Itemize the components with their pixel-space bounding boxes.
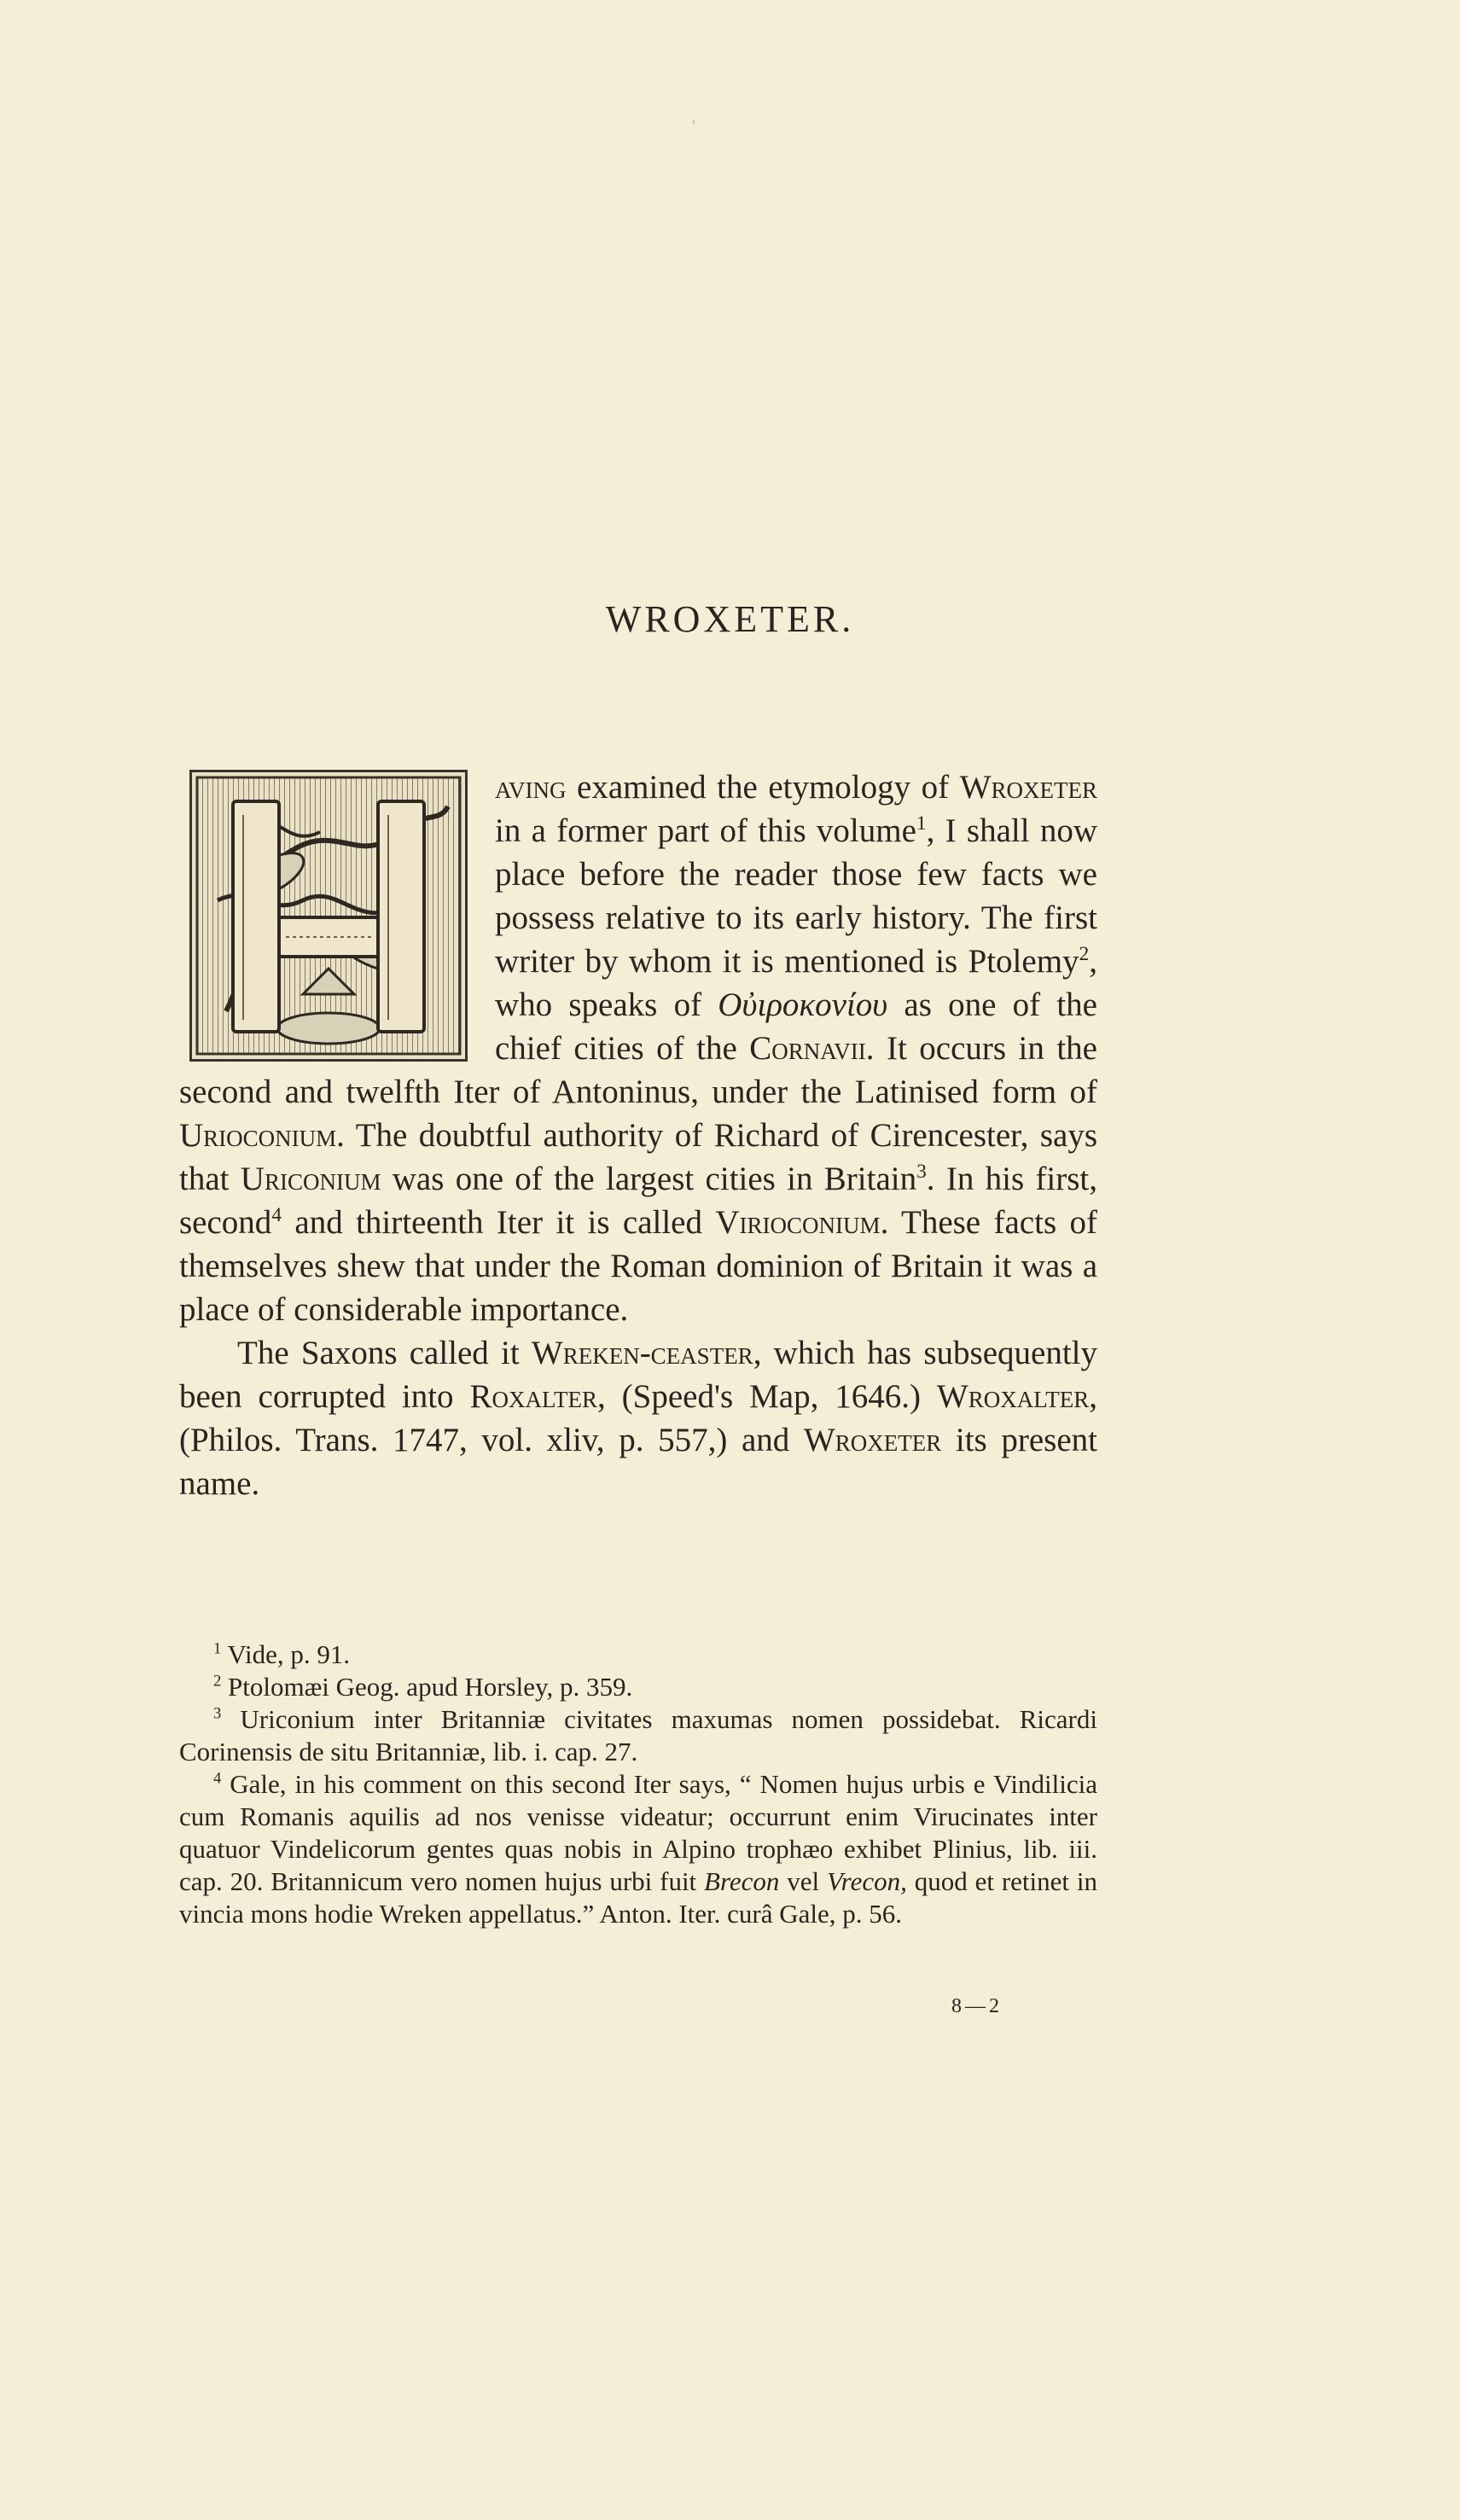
text-run: , (Philos. Trans. 1747, vol. xliv, p. 557,) and xyxy=(179,1378,1097,1458)
footnote-1 xyxy=(179,1638,1097,1671)
footnote-ref: 4 xyxy=(271,1204,282,1226)
text-run: The Saxons called it xyxy=(237,1335,532,1371)
text-run: as one of the chief cities of the xyxy=(495,986,1097,1067)
text-run: its present name. xyxy=(179,1422,1097,1502)
footnote-ref: 2 xyxy=(1079,943,1090,965)
text-run: in a former part of this volume xyxy=(495,812,916,849)
footnote-number: 3 xyxy=(213,1704,222,1723)
drop-cap-spacer xyxy=(179,765,495,1068)
text-run: examined the etymology of xyxy=(566,769,960,806)
text-run: . In his first, second xyxy=(179,1161,1097,1241)
text-run: , which has subsequently been corrupted into xyxy=(179,1335,1097,1415)
footnote-text: Ptolomæi Geog. apud Horsley, p. 359. xyxy=(221,1672,633,1702)
footnote-italic: Vrecon, xyxy=(827,1866,907,1896)
footnote-text: vel xyxy=(779,1866,828,1896)
footnote-ref: 3 xyxy=(916,1161,927,1183)
text-run: , who speaks of xyxy=(495,943,1097,1023)
place-name: Urioconium xyxy=(179,1117,337,1154)
place-name: Wroxeter xyxy=(959,769,1097,806)
text-run: and thirteenth Iter it is called xyxy=(282,1204,716,1241)
footnote-text: Vide, p. 91. xyxy=(221,1639,351,1669)
place-name: Uriconium xyxy=(240,1161,381,1197)
place-name: Cornavii xyxy=(749,1030,866,1067)
footnote-number: 2 xyxy=(213,1672,222,1691)
page-title: WROXETER. xyxy=(605,598,855,640)
place-name: Wroxeter xyxy=(803,1422,942,1458)
text-run: . These facts of themselves shew that under the Roman dominion of Britain it was a place of considerable importance. xyxy=(179,1204,1097,1328)
greek-word: Οὐιροκονίου xyxy=(718,986,888,1023)
footnote-ref: 1 xyxy=(916,812,927,835)
footnote-4 xyxy=(179,1768,1097,1930)
text-run: , I shall now place before the reader those few facts we possess relative to its early history. The first writer by whom it is mentioned is Ptolemy xyxy=(495,812,1097,980)
page-speck xyxy=(693,119,695,125)
place-name: Virioconium xyxy=(715,1204,881,1241)
place-name: Roxalter xyxy=(469,1378,598,1415)
footnote-text: quod et retinet in vincia mons hodie Wreken appellatus.” Anton. Iter. curâ Gale, p. 56. xyxy=(179,1866,1097,1929)
lead-word: aving xyxy=(495,769,567,806)
footnote-italic: Brecon xyxy=(704,1866,780,1896)
footnote-text: Gale, in his comment on this second Iter says, “ Nomen hujus urbis e Vindilicia cum Romanis aquilis ad nos venisse videatur; occurrunt enim Virucinates inter quatuor Vindelicorum gentes quas nobis in Alpino trophæo exhibet Plinius, lib. iii. cap. 20. Britannicum vero nomen hujus urbi fuit xyxy=(179,1769,1097,1896)
footnote-number: 4 xyxy=(213,1769,222,1788)
text-run: . It occurs in the second and twelfth Iter of Antoninus, under the Latinised form of xyxy=(179,1030,1097,1110)
footnote-text: Uriconium inter Britanniæ civitates maxumas nomen possidebat. Ricardi Corinensis de situ Britanniæ, lib. i. cap. 27. xyxy=(179,1704,1097,1766)
text-run: was one of the largest cities in Britain xyxy=(381,1161,917,1197)
paragraph-2 xyxy=(179,1331,1097,1505)
text-run: . The doubtful authority of Richard of Cirencester, says that xyxy=(179,1117,1097,1197)
footnotes xyxy=(179,1638,1097,1930)
footnote-2 xyxy=(179,1671,1097,1703)
footnote-number: 1 xyxy=(213,1639,222,1658)
footnote-3 xyxy=(179,1703,1097,1768)
signature-mark: 8—2 xyxy=(951,1995,1003,2017)
place-name: Wreken-ceaster xyxy=(531,1335,753,1371)
text-run: , (Speed's Map, 1646.) xyxy=(597,1378,937,1415)
place-name: Wroxalter xyxy=(936,1378,1090,1415)
body-text xyxy=(179,765,1097,1505)
